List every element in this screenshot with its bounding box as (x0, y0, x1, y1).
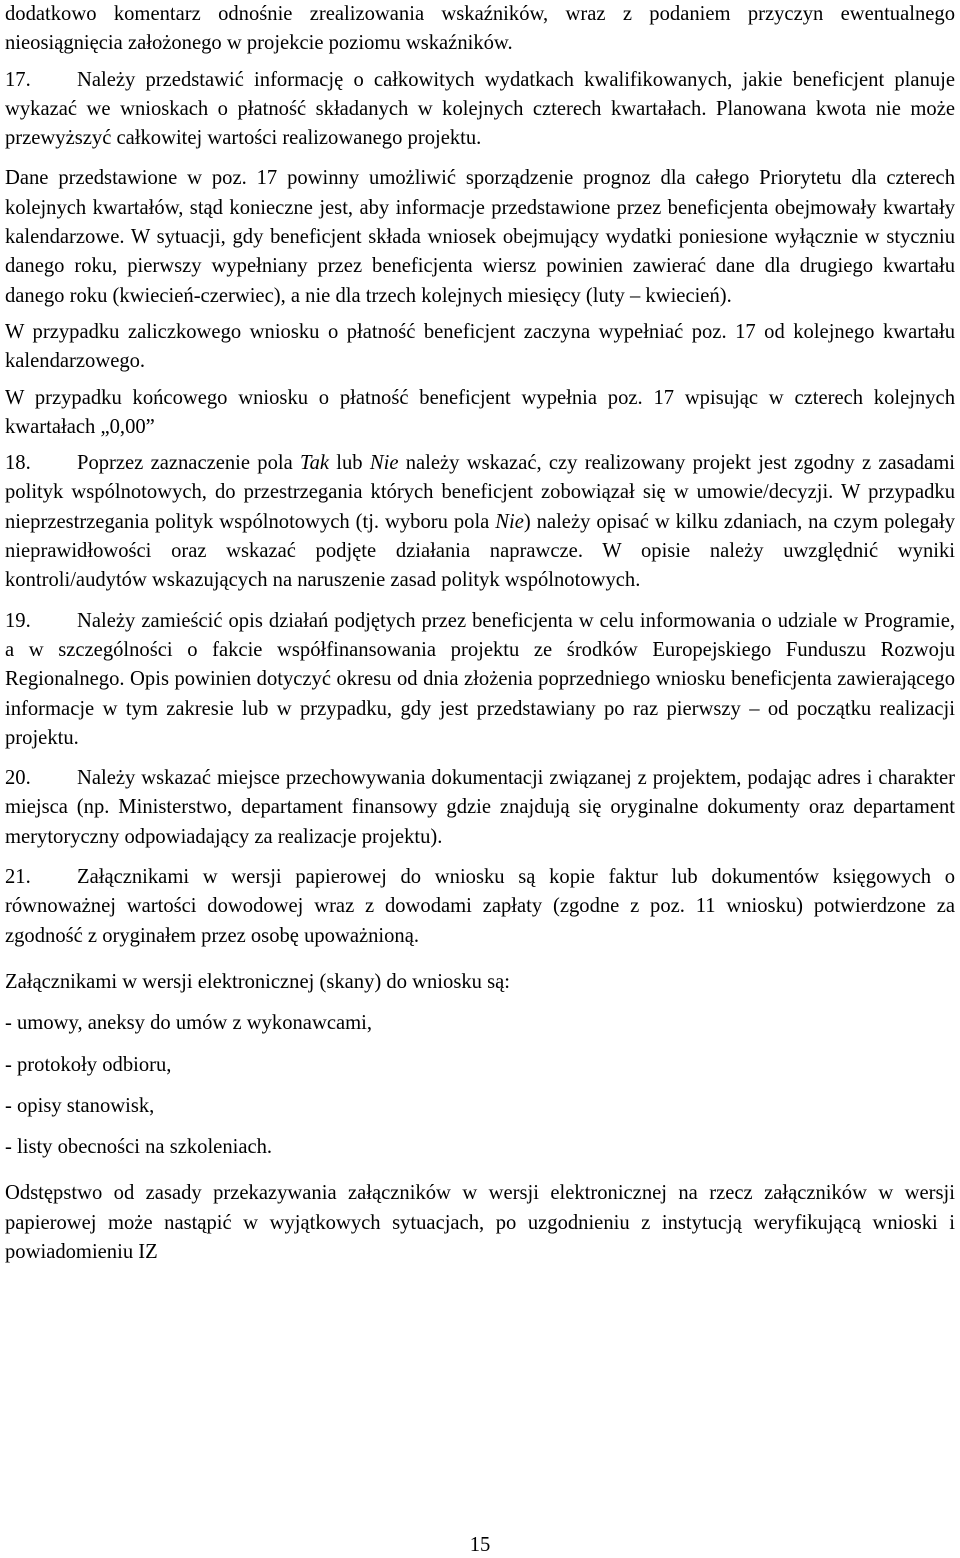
item-17-text: Należy przedstawić informację o całkowitych wydatkach kwalifikowanych, jakie beneficjent planuje wykazać we wnioskach o płatność składanych w kolejnych czterech kwartałach. Planowana kwota nie może przewyższyć całkowitej wartości realizowanego projektu. (5, 68, 955, 150)
item-20-number: 20. (5, 767, 31, 790)
item-18-nie-2: Nie (495, 510, 524, 533)
item-18-text-a: Poprzez zaznaczenie pola (77, 452, 301, 475)
item-18-paragraph (5, 449, 955, 595)
item-17-paragraph-4: W przypadku końcowego wniosku o płatność beneficjent wypełnia poz. 17 wpisując w czterech kolejnych kwartałach „0,00” (5, 386, 955, 438)
list-item: - opisy stanowisk, (5, 1094, 155, 1117)
list-item: - umowy, aneksy do umów z wykonawcami, (5, 1012, 372, 1035)
electronic-attachments-intro: Załącznikami w wersji elektronicznej (skany) do wniosku są: (5, 970, 510, 993)
item-17-paragraph-3: W przypadku zaliczkowego wniosku o płatność beneficjent zaczyna wypełniać poz. 17 od kolejnego kwartału kalendarzowego. (5, 320, 955, 373)
item-19-number: 19. (5, 609, 31, 632)
item-19-text: Należy zamieścić opis działań podjętych przez beneficjenta w celu informowania o udziale w Programie, a w szczególności o fakcie współfinansowania projektu ze środków Europejskiego Funduszu Rozwoju Regionalnego. Opis powinien dotyczyć okresu od dnia złożenia poprzedniego wniosku beneficjenta zawierającego informacje w tym zakresie lub w przypadku, gdy jest przedstawiany po raz pierwszy – od początku realizacji projektu. (5, 609, 955, 749)
intro-paragraph: dodatkowo komentarz odnośnie zrealizowania wskaźników, wraz z podaniem przyczyn ewentualnego nieosiągnięcia założonego w projekcie poziomu wskaźników. (5, 3, 955, 55)
item-17-paragraph-2: Dane przedstawione w poz. 17 powinny umożliwić sporządzenie prognoz dla całego Priorytetu dla czterech kolejnych kwartałów, stąd konieczne jest, aby informacje przedstawione przez beneficjenta obejmowały kwartały kalendarzowe. W sytuacji, gdy beneficjent składa wniosek obejmujący wydatki poniesione wyłącznie w styczniu danego roku, pierwszy wypełniany przez beneficjenta wiersz powinien zawierać dane dla drugiego kwartału danego roku (kwiecień-czerwiec), a nie dla trzech kolejnych miesięcy (luty – kwiecień). (5, 167, 955, 307)
item-20-paragraph (5, 764, 955, 852)
list-item: - listy obecności na szkoleniach. (5, 1136, 273, 1159)
item-20-text: Należy wskazać miejsce przechowywania dokumentacji związanej z projektem, podając adres i charakter miejsca (np. Ministerstwo, departament finansowy gdzie znajdują się oryginalne dokumenty oraz departament merytoryczny odpowiadający za realizacje projektu). (5, 767, 955, 848)
item-19-paragraph (5, 607, 955, 753)
item-21-number: 21. (5, 866, 31, 889)
item-17-paragraph (5, 66, 955, 154)
item-21-text: Załącznikami w wersji papierowej do wniosku są kopie faktur lub dokumentów księgowych o równoważnej wartości dowodowej wraz z dowodami zapłaty (zgodne z poz. 11 wniosku) potwierdzone za zgodność z oryginałem przez osobę upoważnioną. (5, 866, 955, 947)
document-body (5, 0, 955, 1267)
item-18-nie: Nie (369, 452, 399, 475)
item-17-number: 17. (5, 68, 31, 91)
item-21-paragraph (5, 863, 955, 951)
item-18-text-d: ) należy opisać w kilku zdaniach, na czym polegały nieprawidłowości oraz wskazać podjęte działania naprawcze. W opisie należy uwzględnić wyniki kontroli/audytów wskazujących na naruszenie zasad polityk wspólnotowych. (5, 510, 955, 592)
item-18-tak: Tak (300, 452, 330, 475)
item-18-text-c: należy wskazać, czy realizowany projekt jest zgodny z zasadami polityk wspólnotowych, do przestrzegania których beneficjent zobowiązał się w umowie/decyzji. W przypadku nieprzestrzegania polityk wspólnotowych (tj. wyboru pola (5, 452, 955, 533)
item-18-number: 18. (5, 452, 31, 475)
closing-paragraph: Odstępstwo od zasady przekazywania załączników w wersji elektronicznej na rzecz załączników w wersji papierowej może nastąpić w wyjątkowych sytuacjach, po uzgodnieniu z instytucją weryfikującą wnioski i powiadomieniu IZ (5, 1182, 955, 1263)
list-item: - protokoły odbioru, (5, 1053, 172, 1076)
item-18-text-b: lub (329, 452, 370, 475)
page-number: 15 (469, 1534, 491, 1556)
document-page (5, 0, 955, 1557)
